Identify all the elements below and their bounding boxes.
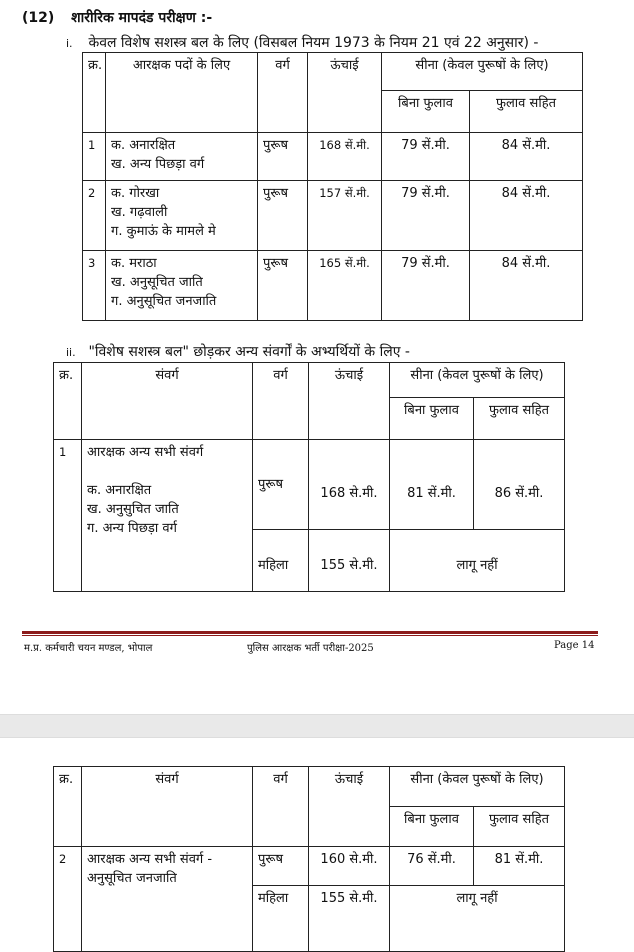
t3-header-height: ऊंचाई bbox=[309, 767, 390, 847]
part1-heading bbox=[66, 33, 538, 52]
t1-r2-class: पुरूष bbox=[258, 181, 308, 251]
table-row bbox=[83, 133, 583, 181]
t2-r1-cadre: आरक्षक अन्य सभी संवर्ग क. अनारक्षित ख. अनुसुचित जाति ग. अन्य पिछड़ा वर्ग bbox=[82, 440, 253, 592]
section-title: शारीरिक मापदंड परीक्षण :- bbox=[71, 10, 213, 26]
t3-r1-cadre: आरक्षक अन्य सभी संवर्ग - अनुसूचित जनजाति bbox=[82, 847, 253, 952]
t1-r3-class: पुरूष bbox=[258, 251, 308, 321]
t1-r1-height: 168 सें.मी. bbox=[308, 133, 382, 181]
t1-r3-expanded: 84 सें.मी. bbox=[470, 251, 583, 321]
table-row bbox=[54, 847, 565, 886]
footer-rule-thin bbox=[22, 635, 598, 636]
t2-header-class: वर्ग bbox=[253, 363, 309, 440]
t2-r1-female-height: 155 से.मी. bbox=[309, 530, 390, 592]
t2-header-cadre: संवर्ग bbox=[82, 363, 253, 440]
page-gap bbox=[0, 714, 634, 738]
t3-r1-female-height: 155 से.मी. bbox=[309, 886, 390, 952]
t3-header-cadre: संवर्ग bbox=[82, 767, 253, 847]
t1-r3-unexpanded: 79 सें.मी. bbox=[382, 251, 470, 321]
t1-r3-posts: क. मराठा ख. अनुसूचित जाति ग. अनुसूचित जनजाति bbox=[106, 251, 258, 321]
t3-header-class: वर्ग bbox=[253, 767, 309, 847]
t1-header-class: वर्ग bbox=[258, 53, 308, 133]
t2-r1-male-height: 168 से.मी. bbox=[309, 440, 390, 530]
t1-r3-height: 165 सें.मी. bbox=[308, 251, 382, 321]
table-special-armed-force bbox=[82, 52, 583, 321]
t1-header-chest: सीना (केवल पुरूषों के लिए) bbox=[382, 53, 583, 91]
part2-heading bbox=[66, 342, 410, 361]
t1-r1-class: पुरूष bbox=[258, 133, 308, 181]
footer-center: पुलिस आरक्षक भर्ती परीक्षा-2025 bbox=[247, 643, 374, 654]
t3-header-chest: सीना (केवल पुरूषों के लिए) bbox=[390, 767, 565, 807]
table-row bbox=[83, 181, 583, 251]
section-heading bbox=[22, 8, 212, 27]
t2-header-height: ऊंचाई bbox=[309, 363, 390, 440]
part2-roman: ii. bbox=[66, 346, 76, 359]
t1-header-posts: आरक्षक पदों के लिए bbox=[106, 53, 258, 133]
section-number: (12) bbox=[22, 10, 55, 26]
t2-r1-female-na: लागू नहीं bbox=[390, 530, 565, 592]
t1-header-expanded: फुलाव सहित bbox=[470, 91, 583, 133]
t2-r1-male-unexpanded: 81 सें.मी. bbox=[390, 440, 474, 530]
t2-r1-male: पुरूष bbox=[253, 440, 309, 530]
t1-r2-height: 157 सें.मी. bbox=[308, 181, 382, 251]
t3-r1-male-height: 160 से.मी. bbox=[309, 847, 390, 886]
t1-r2-sn: 2 bbox=[83, 181, 106, 251]
table-other-cadres bbox=[53, 362, 565, 592]
t1-r2-posts: क. गोरखा ख. गढ़वाली ग. कुमाऊं के मामले मे bbox=[106, 181, 258, 251]
table-other-cadres-continued bbox=[53, 766, 565, 952]
t3-r1-male-expanded: 81 सें.मी. bbox=[474, 847, 565, 886]
t1-r2-expanded: 84 सें.मी. bbox=[470, 181, 583, 251]
t3-header-sn: क्र. bbox=[54, 767, 82, 847]
t2-header-sn: क्र. bbox=[54, 363, 82, 440]
footer-left: म.प्र. कर्मचारी चयन मण्डल, भोपाल bbox=[24, 643, 153, 654]
t1-r3-sn: 3 bbox=[83, 251, 106, 321]
t2-header-unexpanded: बिना फुलाव bbox=[390, 398, 474, 440]
t2-header-chest: सीना (केवल पुरूषों के लिए) bbox=[390, 363, 565, 398]
part1-heading-text: केवल विशेष सशस्त्र बल के लिए (विसबल नियम 1973 के नियम 21 एवं 22 अनुसार) - bbox=[88, 35, 539, 51]
t2-r1-sn: 1 bbox=[54, 440, 82, 592]
table-row bbox=[54, 440, 565, 530]
part2-heading-text: "विशेष सशस्त्र बल" छोड़कर अन्य संवर्गों के अभ्यर्थियों के लिए - bbox=[88, 344, 410, 360]
part1-roman: i. bbox=[66, 37, 73, 50]
t1-r1-sn: 1 bbox=[83, 133, 106, 181]
t3-header-unexpanded: बिना फुलाव bbox=[390, 807, 474, 847]
t2-r1-male-expanded: 86 सें.मी. bbox=[474, 440, 565, 530]
t1-r1-posts: क. अनारक्षित ख. अन्य पिछड़ा वर्ग bbox=[106, 133, 258, 181]
t2-header-expanded: फुलाव सहित bbox=[474, 398, 565, 440]
t3-r1-male: पुरूष bbox=[253, 847, 309, 886]
t1-header-height: ऊंचाई bbox=[308, 53, 382, 133]
t3-header-expanded: फुलाव सहित bbox=[474, 807, 565, 847]
t3-r1-male-unexpanded: 76 सें.मी. bbox=[390, 847, 474, 886]
t1-header-sn: क्र. bbox=[83, 53, 106, 133]
footer-page-number: Page 14 bbox=[554, 640, 595, 651]
table-row bbox=[83, 251, 583, 321]
t1-r1-expanded: 84 सें.मी. bbox=[470, 133, 583, 181]
t1-header-unexpanded: बिना फुलाव bbox=[382, 91, 470, 133]
t3-r1-sn: 2 bbox=[54, 847, 82, 952]
footer-rule-thick bbox=[22, 631, 598, 634]
t1-r2-unexpanded: 79 सें.मी. bbox=[382, 181, 470, 251]
t2-r1-female: महिला bbox=[253, 530, 309, 592]
t3-r1-female-na: लागू नहीं bbox=[390, 886, 565, 952]
t1-r1-unexpanded: 79 सें.मी. bbox=[382, 133, 470, 181]
t3-r1-female: महिला bbox=[253, 886, 309, 952]
